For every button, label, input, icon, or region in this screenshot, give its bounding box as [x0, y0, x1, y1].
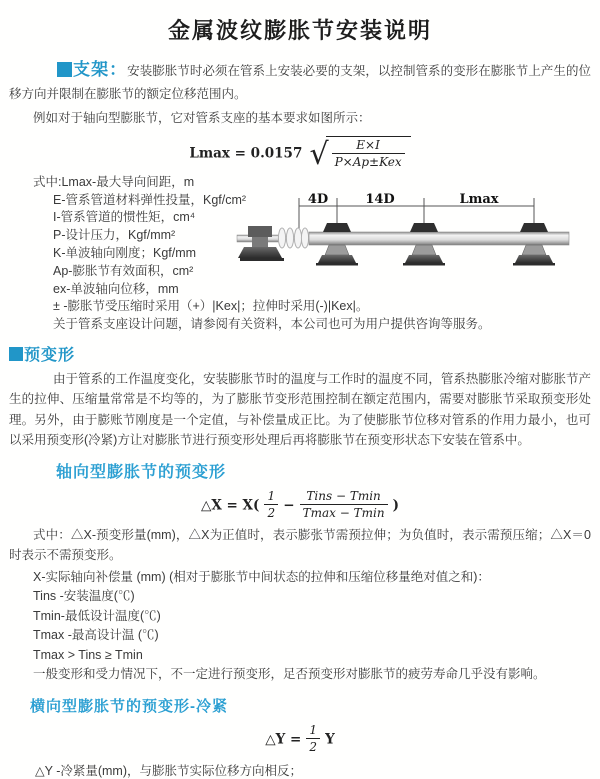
- section-square-icon: [9, 347, 23, 361]
- support-intro-text: 安装膨胀节时必须在管系上安装必要的支架，以控制管系的变形在膨胀节上产生的位移方向并限制在膨胀节的额定位移范围内。: [9, 64, 591, 101]
- one-half-fraction: $\frac{1}{2}$: [264, 489, 278, 521]
- axial-explain-paragraph: 式中：△X-预变形量(mm)，△X为正值时，表示膨张节需预拉伸；为负值时，表示需预压缩；△X＝0时表示不需预变形。: [9, 527, 591, 563]
- definition-item: P-设计压力，Kgf/mm²: [53, 228, 176, 243]
- lateral-subsection-heading: 横向型膨胀节的预变形-冷紧: [30, 697, 228, 715]
- pipe-support-diagram: [237, 192, 595, 290]
- bellows-icon: [278, 228, 308, 248]
- definition-item: X-实际轴向补偿量 (mm) (相对于膨胀节中间状态的拉伸和压缩位移量绝对值之和)：: [33, 569, 490, 584]
- minus-operator: −: [283, 497, 295, 514]
- sqrt-radical-icon: √ $\frac{E\times I}{\text{P×Ap±Kex}}$: [307, 136, 410, 170]
- definition-item: 式中:Lmax-最大导向间距，m: [33, 174, 195, 189]
- lateral-formula-lhs: △Y =: [265, 731, 302, 748]
- definition-item: K-单波轴向刚度；Kgf/mm: [53, 245, 197, 260]
- close-paren: ): [392, 497, 400, 514]
- definition-item: Ap-膨胀节有效面积，cm²: [53, 263, 194, 278]
- axial-subsection-heading: 轴向型膨胀节的预变形: [56, 463, 227, 481]
- main-pipe: [309, 232, 569, 245]
- axial-formula: [0, 489, 600, 521]
- fraction-denominator: P×Ap±Kex: [334, 155, 402, 170]
- support-section-header: [57, 60, 127, 79]
- support-section-paragraph: [9, 58, 591, 106]
- section-square-icon: [57, 62, 72, 77]
- preform-paragraph: 由于管系的工作温度变化，安装膨胀节时的温度与工作时的温度不同，管系热膨胀冷缩对膨胀节产生的拉伸、压缩量常常是不均等的，为了膨胀节变形范围控制在额定范围内，需要对膨胀节采取预变形处理。另外，由于膨账节刚度是一个定值，与补偿量成正比。为了使膨胀节位移对管系的作用力最小，也可以采用预变形(冷紧)方让对膨胀节进行预变形处理后再将膨胀节在预变形状态下安装在管系中。: [9, 371, 591, 448]
- axial-formula-lhs: △X = X(: [200, 497, 260, 514]
- axial-definition-list: [33, 568, 600, 666]
- dim-label-14d: 14D: [365, 192, 395, 207]
- anchor-support: [238, 226, 284, 261]
- preform-heading-label: 预变形: [24, 346, 76, 364]
- page-title: 金属波纹膨胀节安装说明: [167, 18, 432, 43]
- preform-section-header: [9, 342, 600, 365]
- definition-item: Tmax > Tins ≥ Tmin: [33, 647, 143, 662]
- lmax-formula-lhs: Lmax = 0.0157: [189, 145, 303, 162]
- lateral-formula: [0, 723, 600, 755]
- lmax-formula-fraction: [332, 138, 405, 170]
- lmax-formula: [0, 136, 600, 173]
- support-example-line: 例如对于轴向型膨胀节，它对管系支座的基本要求如图所示：: [33, 111, 371, 125]
- one-half-fraction: $\frac{1}{2}$: [306, 723, 320, 755]
- definition-item: Tmin-最低设计温度(℃): [33, 608, 161, 623]
- definition-item: 关于管系支座设计问题，请参阅有关资料，本公司也可为用户提供咨询等服务。: [53, 317, 491, 332]
- dim-label-lmax: Lmax: [459, 192, 499, 207]
- lateral-formula-rhs: Y: [325, 731, 335, 748]
- definition-item: ex-单波轴向位移，mm: [53, 281, 179, 296]
- fraction-numerator: E×I: [332, 138, 405, 154]
- support-heading-label: 支架：: [73, 60, 128, 79]
- definition-item: ± -膨胀节受压缩时采用（+）|Kex|；拉伸时采用(-)|Kex|。: [53, 299, 369, 314]
- temperature-fraction: $\frac{\text{Tins − Tmin}}{Tmax - Tmin}$: [300, 489, 388, 521]
- dim-label-4d: 4D: [307, 192, 329, 207]
- definition-item: Tmax -最高设计温 (℃): [33, 628, 159, 643]
- definition-item: E-管系管道材料弹性投量，Kgf/cm²: [53, 192, 247, 207]
- axial-note-line: 一般变形和受力情况下，不一定进行预变形，足否预变形对膨胀节的疲劳寿命几乎没有影响。: [33, 667, 546, 682]
- definition-item: Tins -安装温度(℃): [33, 589, 135, 604]
- lateral-note-line: △Y -冷紧量(mm)，与膨胀节实际位移方向相反；: [35, 763, 303, 778]
- definition-item: I-管系管道的惯性矩，cm⁴: [53, 210, 196, 225]
